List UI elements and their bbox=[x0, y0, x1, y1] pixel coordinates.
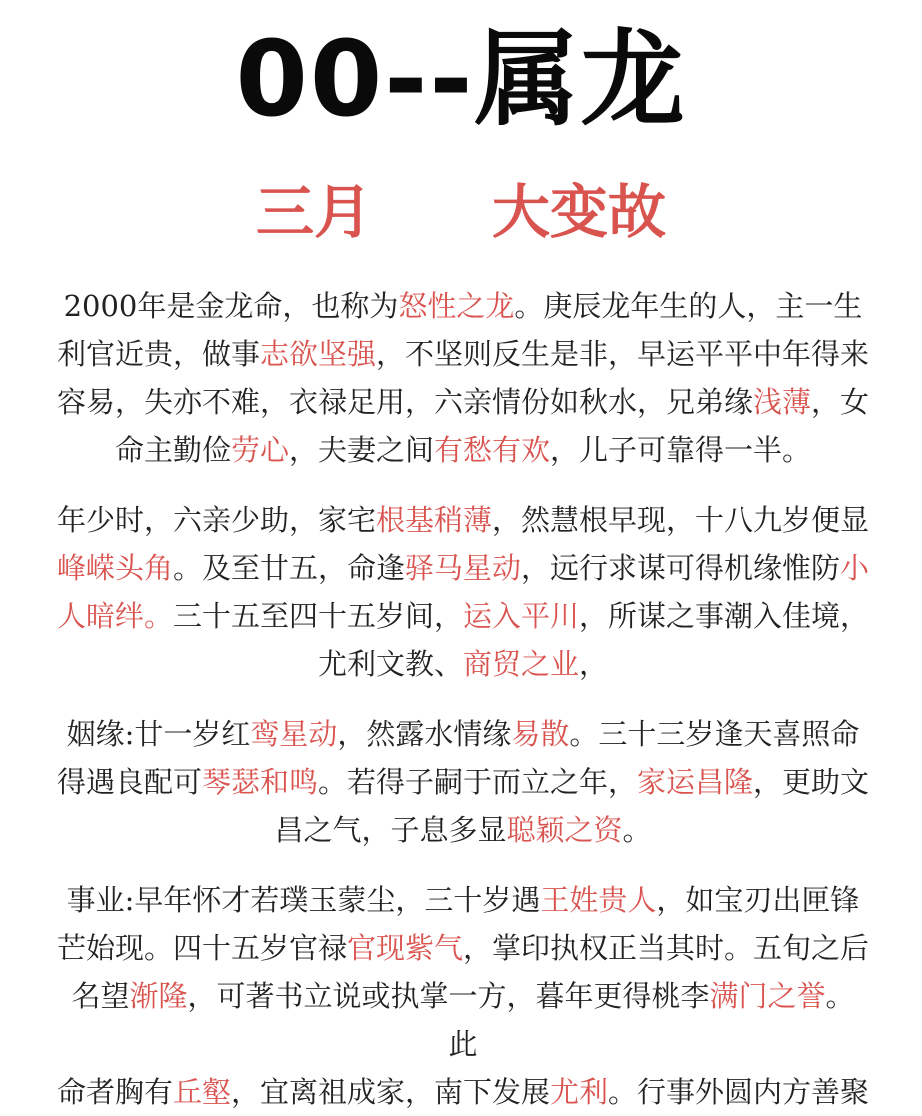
body-text: ，更助文 bbox=[753, 765, 870, 799]
highlight-text: 怒性之龙 bbox=[398, 289, 515, 323]
highlight-text: 运入平川 bbox=[463, 599, 580, 633]
body-text: ，如宝刃出匣锋 bbox=[656, 883, 860, 917]
page-title: 00--属龙 bbox=[235, 18, 687, 140]
highlight-text: 劳心 bbox=[230, 433, 289, 467]
text-line bbox=[30, 972, 896, 1020]
highlight-text: 鸾星动 bbox=[250, 717, 338, 751]
body-text: 。若得子嗣于而立之年， bbox=[317, 765, 637, 799]
body-text: 。及至廿五，命逢 bbox=[172, 551, 405, 585]
subtitle-event: 大变故 bbox=[492, 178, 667, 246]
body-text: ，宜离祖成家，南下发展 bbox=[230, 1075, 550, 1109]
paragraph-youth bbox=[30, 496, 896, 688]
text-line bbox=[30, 282, 896, 330]
highlight-text: 浅薄 bbox=[752, 385, 811, 419]
paragraph-marriage bbox=[30, 710, 896, 854]
text-line bbox=[30, 876, 896, 924]
paragraph-intro bbox=[30, 282, 896, 474]
highlight-text: 易散 bbox=[511, 717, 570, 751]
body-text: 。 bbox=[825, 979, 855, 1013]
body-text: 2000年是金龙命，也称为 bbox=[63, 289, 399, 323]
highlight-text: 有愁有欢 bbox=[434, 433, 551, 467]
highlight-text: 小 bbox=[840, 551, 870, 585]
text-line bbox=[30, 1068, 896, 1116]
text-line bbox=[30, 496, 896, 544]
highlight-text: 官现紫气 bbox=[346, 931, 463, 965]
body-text: 。三十三岁逢天喜照命 bbox=[569, 717, 860, 751]
body-text: 尤利文教、 bbox=[317, 647, 463, 681]
highlight-text: 人暗绊。 bbox=[56, 599, 173, 633]
highlight-text: 家运昌隆 bbox=[637, 765, 754, 799]
body-text: 姻缘:廿一岁红 bbox=[66, 717, 251, 751]
text-line bbox=[30, 544, 896, 592]
highlight-text: 根基稍薄 bbox=[375, 503, 492, 537]
body-text: 此 bbox=[448, 1027, 478, 1061]
body-text: ，所谋之事潮入佳境， bbox=[579, 599, 870, 633]
body-text: ，然慧根早现，十八九岁便显 bbox=[492, 503, 870, 537]
highlight-text: 渐隆 bbox=[129, 979, 188, 1013]
text-line bbox=[30, 640, 896, 688]
highlight-text: 尤利 bbox=[550, 1075, 609, 1109]
body-text: 芒始现。四十五岁官禄 bbox=[56, 931, 347, 965]
body-text: ，不坚则反生是非，早运平平中年得来 bbox=[376, 337, 870, 371]
highlight-text: 王姓贵人 bbox=[540, 883, 657, 917]
text-line bbox=[30, 1020, 896, 1068]
body-text: ，掌印执权正当其时。五旬之后 bbox=[463, 931, 870, 965]
body-text: 命主勤俭 bbox=[114, 433, 231, 467]
body-text: 三十五至四十五岁间， bbox=[172, 599, 463, 633]
highlight-text: 商贸之业 bbox=[462, 647, 579, 681]
highlight-text: 志欲坚强 bbox=[259, 337, 376, 371]
body-text: 得遇良配可 bbox=[56, 765, 202, 799]
body-text: ，远行求谋可得机缘惟防 bbox=[521, 551, 841, 585]
body-text: ，儿子可靠得一半。 bbox=[550, 433, 812, 467]
body-text: 昌之气，子息多显 bbox=[274, 813, 507, 847]
body-text: 利官近贵，做事 bbox=[56, 337, 260, 371]
body-text: ，可著书立说或执掌一方，暮年更得桃李 bbox=[187, 979, 710, 1013]
text-line bbox=[30, 806, 896, 854]
subtitle bbox=[0, 172, 922, 252]
highlight-text: 峰嵘头角 bbox=[56, 551, 173, 585]
body-text: ， bbox=[579, 647, 609, 681]
text-line bbox=[30, 426, 896, 474]
text-line bbox=[30, 924, 896, 972]
highlight-text: 丘壑 bbox=[172, 1075, 231, 1109]
paragraph-career bbox=[30, 876, 896, 1116]
highlight-text: 驿马星动 bbox=[404, 551, 521, 585]
body-text: 。 bbox=[622, 813, 652, 847]
highlight-text: 满门之誉 bbox=[709, 979, 826, 1013]
body-text: 。行事外圆内方善聚 bbox=[608, 1075, 870, 1109]
highlight-text: 琴瑟和鸣 bbox=[201, 765, 318, 799]
highlight-text: 聪颖之资 bbox=[506, 813, 623, 847]
text-line bbox=[30, 758, 896, 806]
body-text: ，夫妻之间 bbox=[288, 433, 434, 467]
body-text: 。庚辰龙年生的人，主一生 bbox=[514, 289, 863, 323]
body-text: ，女 bbox=[811, 385, 870, 419]
body-text: ，然露水情缘 bbox=[337, 717, 512, 751]
body-text: 命者胸有 bbox=[56, 1075, 173, 1109]
text-line bbox=[30, 592, 896, 640]
text-line bbox=[30, 330, 896, 378]
text-line bbox=[30, 710, 896, 758]
body-text: 名望 bbox=[71, 979, 130, 1013]
subtitle-month: 三月 bbox=[255, 178, 372, 246]
body-text: 事业:早年怀才若璞玉蒙尘，三十岁遇 bbox=[66, 883, 541, 917]
text-line bbox=[30, 378, 896, 426]
body-text: 容易，失亦不难，衣禄足用，六亲情份如秋水，兄弟缘 bbox=[56, 385, 753, 419]
body-text: 年少时，六亲少助，家宅 bbox=[56, 503, 376, 537]
